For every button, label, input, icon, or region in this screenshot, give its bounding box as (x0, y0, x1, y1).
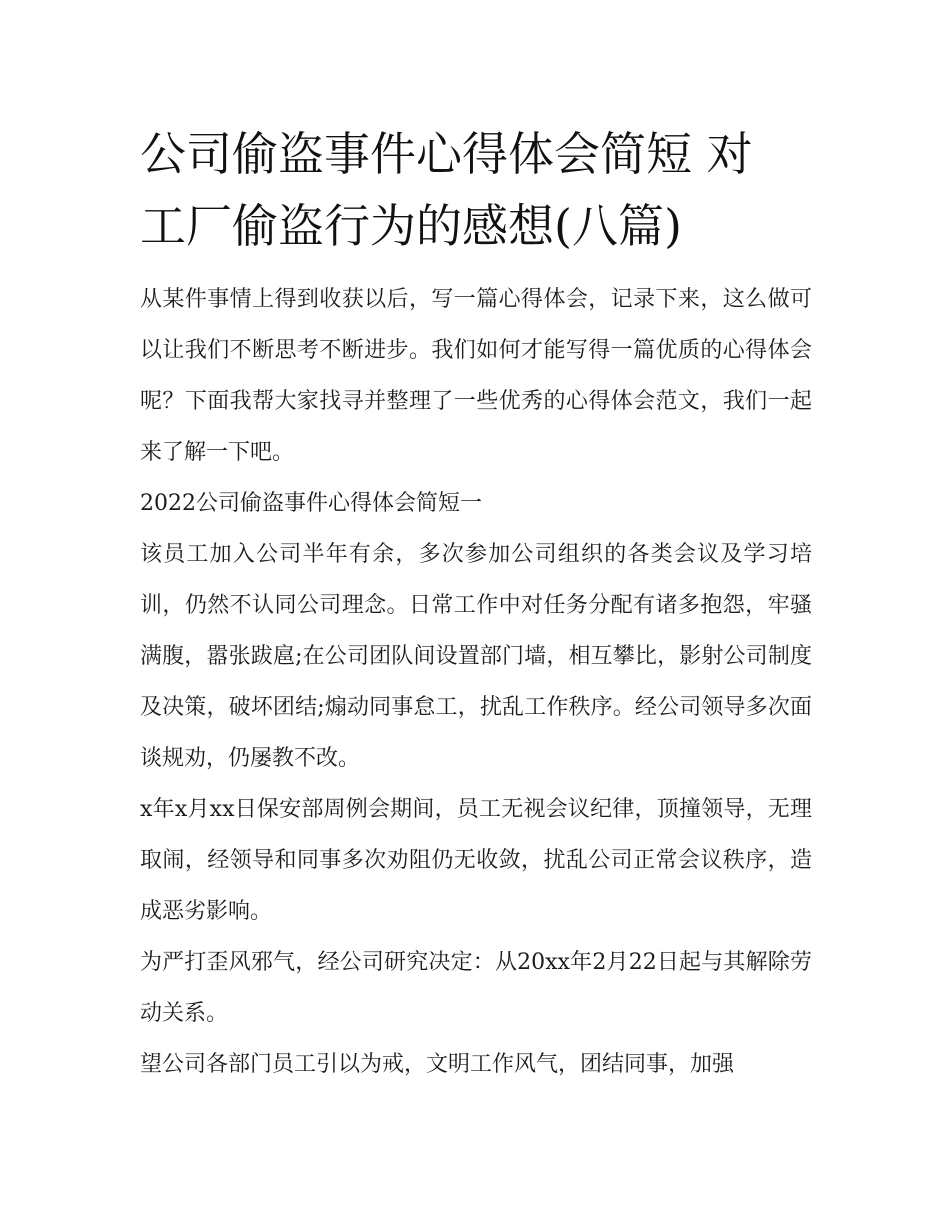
body-paragraph-4: 望公司各部门员工引以为戒，文明工作风气，团结同事，加强 (140, 1052, 735, 1077)
intro-paragraph: 从某件事情上得到收获以后，写一篇心得体会，记录下来，这么做可以让我们不断思考不断进步。我们如何才能写得一篇优质的心得体会呢？下面我帮大家找寻并整理了一些优秀的心得体会范文，我们一起来了解一下吧。 (140, 287, 812, 465)
section-heading: 2022公司偷盗事件心得体会简短一 (140, 491, 482, 516)
title-line-2: 工厂偷盗行为的感想(八篇) (140, 199, 682, 253)
document-body (140, 274, 812, 1090)
body-paragraph-3: 为严打歪风邪气，经公司研究决定：从20xx年2月22日起与其解除劳动关系。 (140, 950, 812, 1026)
body-paragraph-2: x年x月xx日保安部周例会期间，员工无视会议纪律，顶撞领导，无理取闹，经领导和同事多次劝阻仍无收敛，扰乱公司正常会议秩序，造成恶劣影响。 (140, 797, 812, 924)
body-paragraph-1: 该员工加入公司半年有余，多次参加公司组织的各类会议及学习培训，仍然不认同公司理念。日常工作中对任务分配有诸多抱怨，牢骚满腹，嚣张跋扈;在公司团队间设置部门墙，相互攀比，影射公司制度及决策，破坏团结;煽动同事怠工，扰乱工作秩序。经公司领导多次面谈规劝，仍屡教不改。 (140, 542, 812, 771)
document-title (140, 118, 812, 262)
title-line-1: 公司偷盗事件心得体会简短 对 (140, 127, 753, 181)
